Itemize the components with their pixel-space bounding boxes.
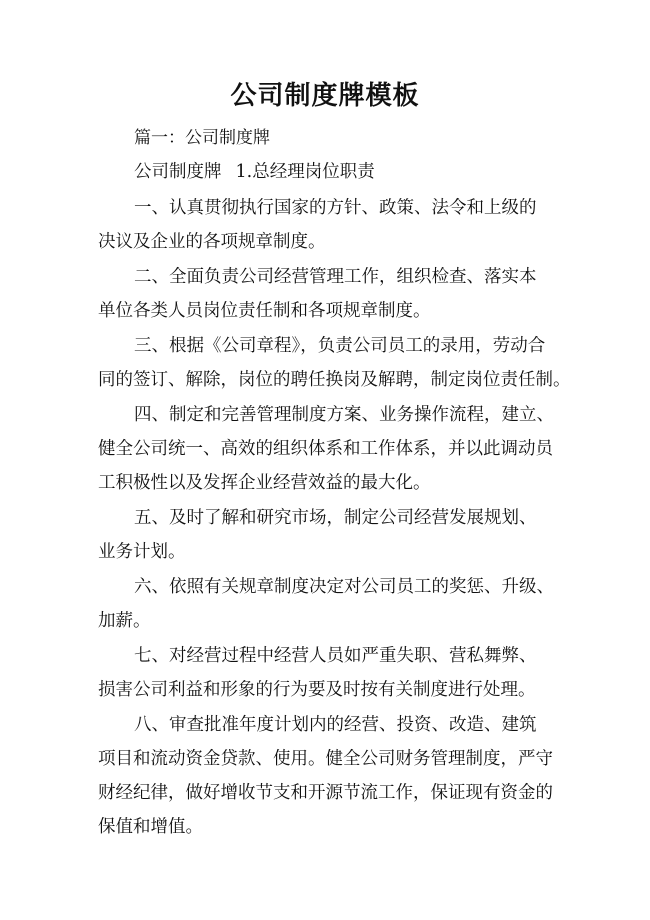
paragraph-line: 二、全面负责公司经营管理工作，组织检查、落实本 [134, 267, 537, 287]
document-title: 公司制度牌模板 [230, 81, 420, 111]
paragraph-line: 财经纪律，做好增收节支和开源节流工作，保证现有资金的 [98, 783, 553, 803]
paragraph-line: 保值和增值。 [98, 817, 203, 837]
paragraph-line: 七、对经营过程中经营人员如严重失职、营私舞弊、 [134, 646, 537, 666]
paragraph-line: 同的签订、解除，岗位的聘任换岗及解聘，制定岗位责任制。 [98, 370, 571, 390]
subheading-right: 1.总经理岗位职责 [235, 162, 375, 182]
paragraph-line: 工积极性以及发挥企业经营效益的最大化。 [98, 473, 431, 493]
paragraph-line: 六、依照有关规章制度决定对公司员工的奖惩、升级、 [134, 577, 554, 597]
paragraph-line: 损害公司利益和形象的行为要及时按有关制度进行处理。 [98, 680, 536, 700]
paragraph-line: 决议及企业的各项规章制度。 [98, 232, 326, 252]
section-heading: 篇一：公司制度牌 [134, 128, 270, 148]
paragraph-line: 三、根据《公司章程》，负责公司员工的录用，劳动合 [134, 336, 546, 356]
subheading-line [134, 160, 375, 184]
paragraph-line: 单位各类人员岗位责任制和各项规章制度。 [98, 301, 431, 321]
paragraph-line: 加薪。 [98, 611, 151, 631]
paragraph-line: 一、认真贯彻执行国家的方针、政策、法令和上级的 [134, 198, 537, 218]
paragraph-line: 四、制定和完善管理制度方案、业务操作流程，建立、 [134, 405, 554, 425]
paragraph-line: 八、审查批准年度计划内的经营、投资、改造、建筑 [134, 715, 537, 735]
paragraph-line: 项目和流动资金贷款、使用。健全公司财务管理制度，严守 [98, 749, 553, 769]
paragraph-line: 健全公司统一、高效的组织体系和工作体系，并以此调动员 [98, 439, 553, 459]
paragraph-line: 五、及时了解和研究市场，制定公司经营发展规划、 [134, 508, 537, 528]
paragraph-line: 业务计划。 [98, 542, 186, 562]
subheading-left: 公司制度牌 [134, 162, 222, 182]
